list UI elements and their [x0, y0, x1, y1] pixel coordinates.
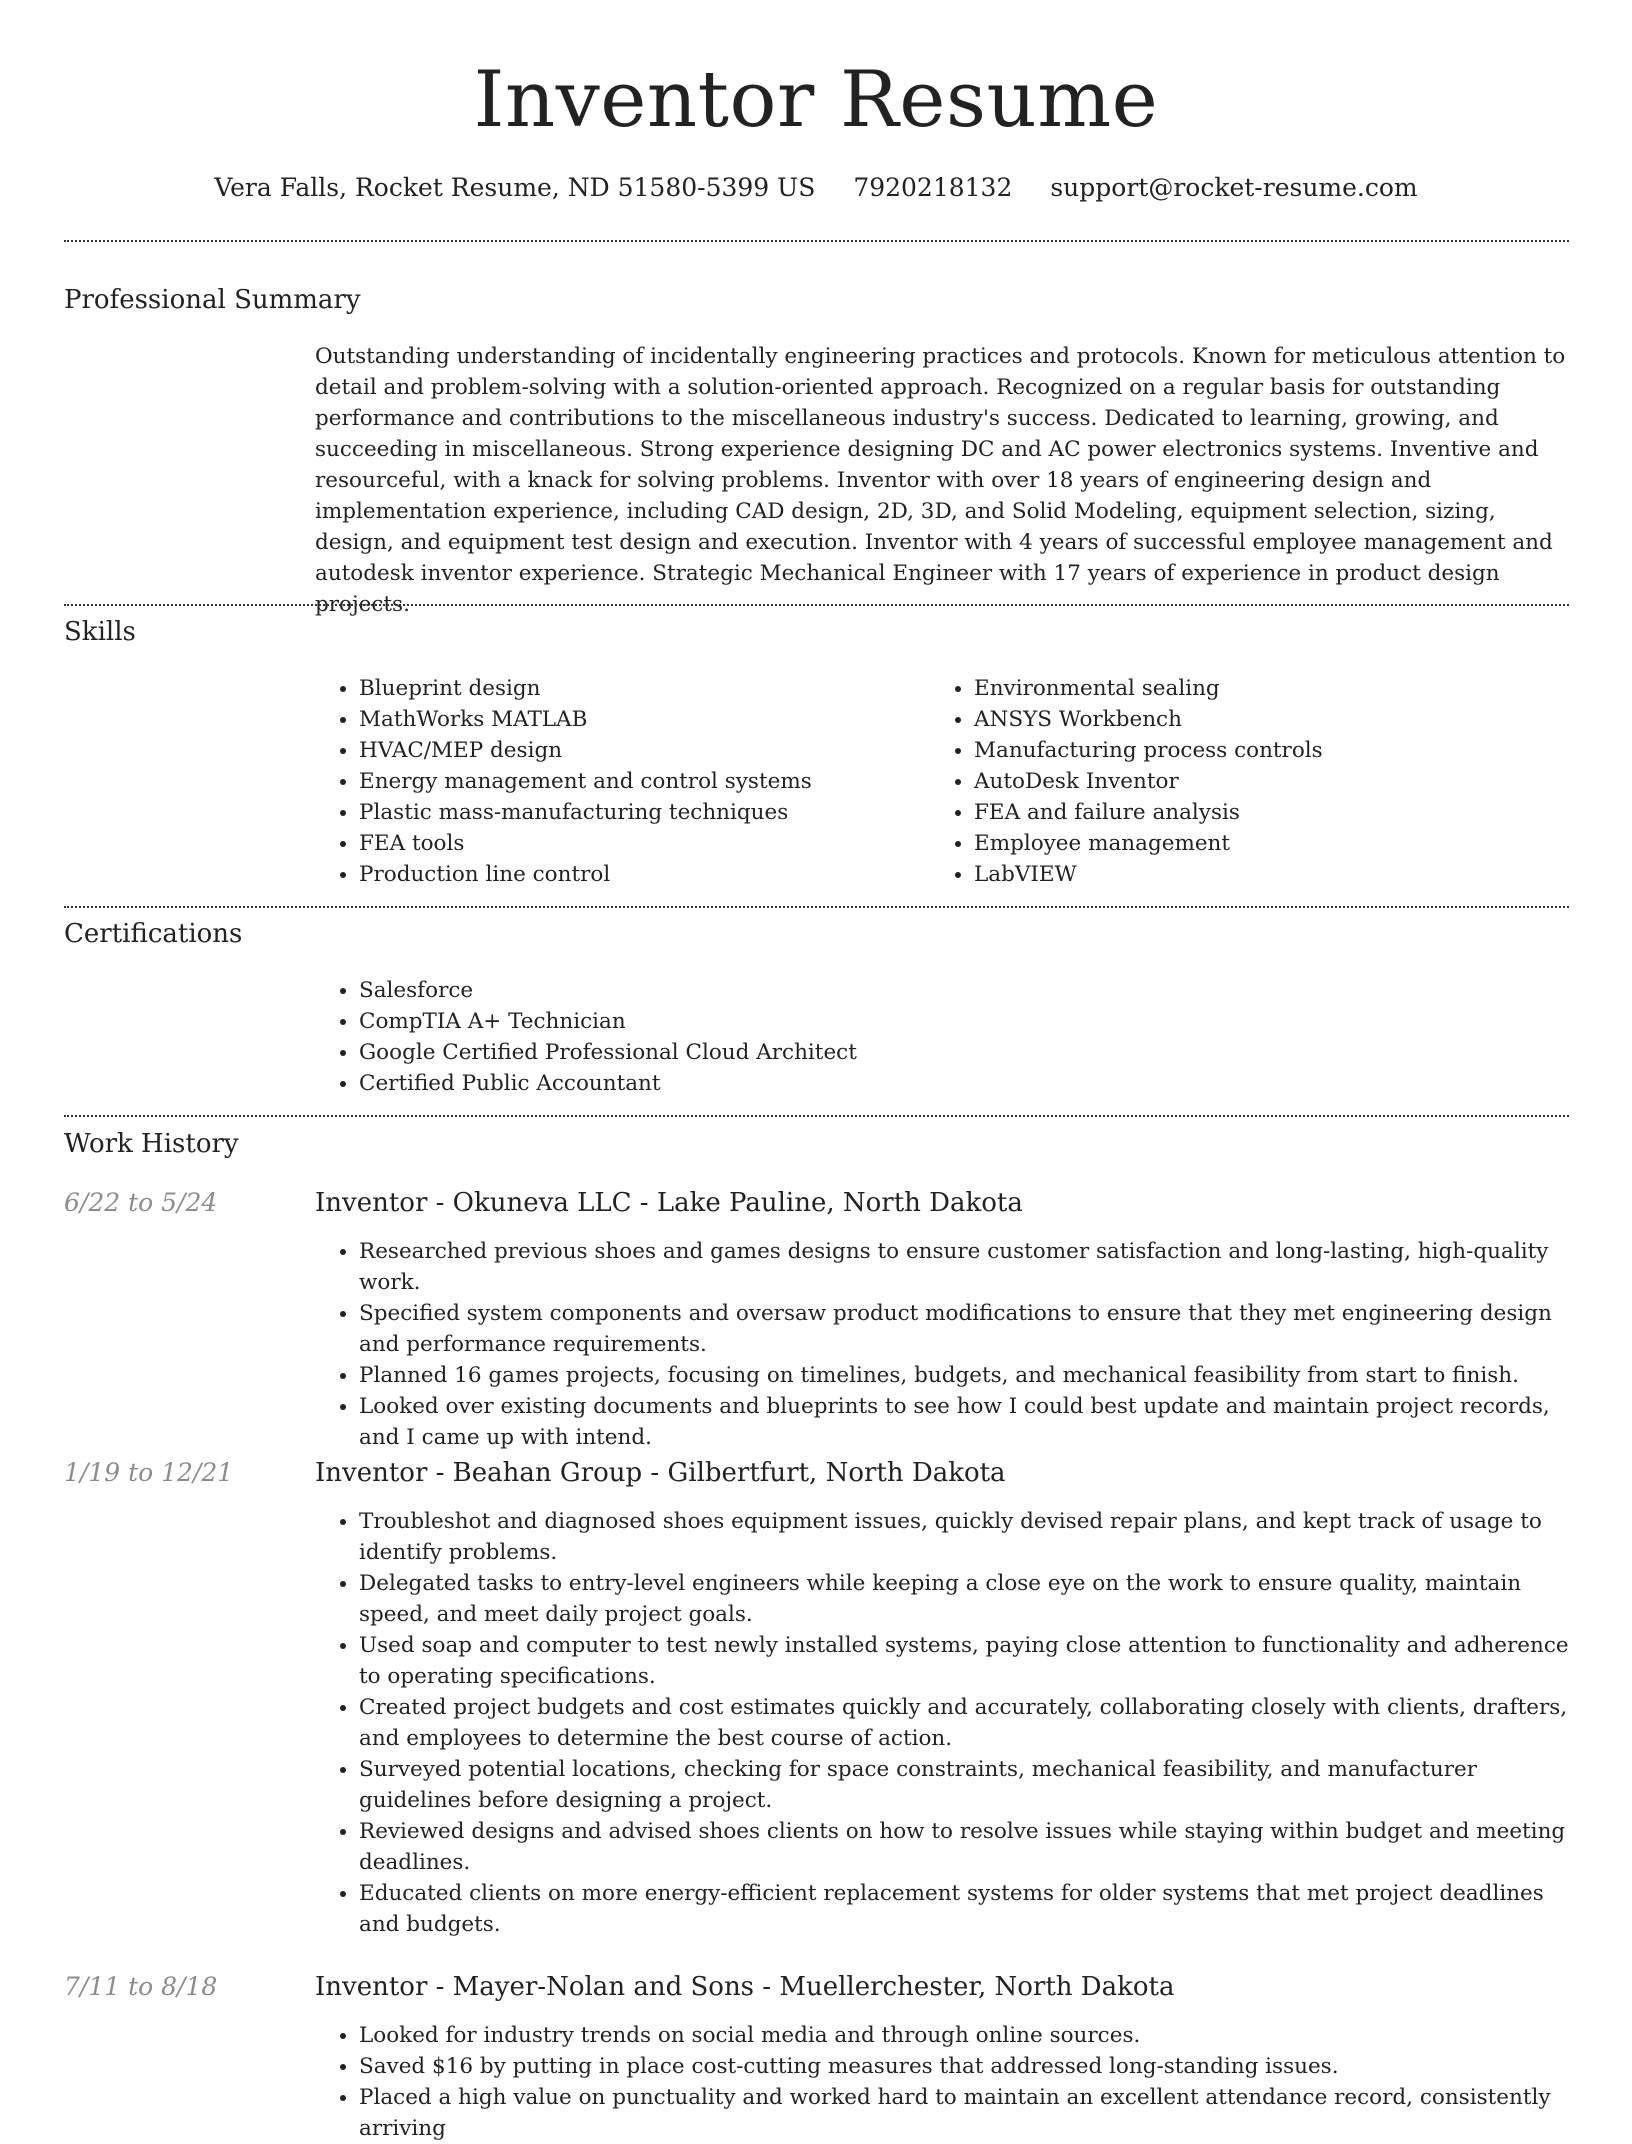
- summary-text: Outstanding understanding of incidentally engineering practices and protocols. Known for meticulous attention to detail and problem-solving with a solution-oriented approach. Recognized on a regular basis for outstanding performance and contributions to the miscellaneous industry's success. Dedicated to learning, growing, and succeeding in miscellaneous. Strong experience designing DC and AC power electronics systems. Inventive and resourceful, with a knack for solving problems. Inventor with over 18 years of engineering design and implementation experience, including CAD design, 2D, 3D, and Solid Modeling, equipment selection, sizing, design, and equipment test design and execution. Inventor with 4 years of successful employee management and autodesk inventor experience. Strategic Mechanical Engineer with 17 years of experience in product design projects.: [315, 344, 1566, 617]
- skill-item: • HVAC/MEP design: [359, 735, 919, 766]
- job-bullet: • Saved $16 by putting in place cost-cutting measures that addressed long-standing issues.: [359, 2051, 1589, 2082]
- skill-item: • FEA and failure analysis: [974, 797, 1574, 828]
- job-bullets: [315, 1506, 1589, 1940]
- job-dates: 1/19 to 12/21: [64, 1458, 234, 1487]
- contact-phone: 7920218132: [853, 173, 1013, 202]
- skill-item: • AutoDesk Inventor: [974, 766, 1574, 797]
- skill-item: • Energy management and control systems: [359, 766, 919, 797]
- job-bullet: • Looked over existing documents and blueprints to see how I could best update and maintain project records, and I came up with intend.: [359, 1391, 1589, 1453]
- certification-item: • CompTIA A+ Technician: [359, 1006, 1559, 1037]
- skill-item: • Blueprint design: [359, 673, 919, 704]
- job-bullet: • Planned 16 games projects, focusing on timelines, budgets, and mechanical feasibility from start to finish.: [359, 1360, 1589, 1391]
- job-title: Inventor - Mayer-Nolan and Sons - Muellerchester, North Dakota: [315, 1972, 1175, 2002]
- job-title: Inventor - Beahan Group - Gilbertfurt, North Dakota: [315, 1458, 1006, 1488]
- job-bullet: • Created project budgets and cost estimates quickly and accurately, collaborating closely with clients, drafters, and employees to determine the best course of action.: [359, 1692, 1589, 1754]
- job-bullet: • Placed a high value on punctuality and worked hard to maintain an excellent attendance record, consistently arriving: [359, 2082, 1589, 2144]
- job-bullet: • Educated clients on more energy-efficient replacement systems for older systems that met project deadlines and budgets.: [359, 1878, 1589, 1940]
- summary-heading: Professional Summary: [64, 285, 361, 315]
- job-bullet: • Used soap and computer to test newly installed systems, paying close attention to functionality and adherence to operating specifications.: [359, 1630, 1589, 1692]
- skill-item: • Manufacturing process controls: [974, 735, 1574, 766]
- certifications-list: [315, 975, 1559, 1099]
- skill-item: • ANSYS Workbench: [974, 704, 1574, 735]
- contact-line: [0, 170, 1632, 206]
- skill-item: • MathWorks MATLAB: [359, 704, 919, 735]
- skill-item: • Environmental sealing: [974, 673, 1574, 704]
- divider: [64, 604, 1569, 606]
- job-bullet: • Researched previous shoes and games designs to ensure customer satisfaction and long-lasting, high-quality work.: [359, 1236, 1589, 1298]
- job-title: Inventor - Okuneva LLC - Lake Pauline, North Dakota: [315, 1188, 1023, 1218]
- job-bullet: • Delegated tasks to entry-level engineers while keeping a close eye on the work to ensure quality, maintain speed, and meet daily project goals.: [359, 1568, 1589, 1630]
- skill-item: • Plastic mass-manufacturing techniques: [359, 797, 919, 828]
- skills-list-left: [315, 673, 919, 890]
- certification-item: • Certified Public Accountant: [359, 1068, 1559, 1099]
- divider: [64, 240, 1569, 242]
- job-dates: 7/11 to 8/18: [64, 1972, 218, 2001]
- job-bullets: [315, 2020, 1589, 2144]
- job-bullet: • Reviewed designs and advised shoes clients on how to resolve issues while staying within budget and meeting deadlines.: [359, 1816, 1589, 1878]
- job-dates: 6/22 to 5/24: [64, 1188, 218, 1217]
- contact-email[interactable]: support@rocket-resume.com: [1050, 173, 1418, 202]
- skill-item: • Employee management: [974, 828, 1574, 859]
- work-history-heading: Work History: [64, 1129, 239, 1159]
- divider: [64, 906, 1569, 908]
- job-bullet: • Troubleshot and diagnosed shoes equipment issues, quickly devised repair plans, and kept track of usage to identify problems.: [359, 1506, 1589, 1568]
- job-bullet: • Specified system components and oversaw product modifications to ensure that they met engineering design and performance requirements.: [359, 1298, 1589, 1360]
- skill-item: • FEA tools: [359, 828, 919, 859]
- skills-heading: Skills: [64, 617, 136, 647]
- divider: [64, 1115, 1569, 1117]
- skill-item: • Production line control: [359, 859, 919, 890]
- certifications-heading: Certifications: [64, 919, 243, 949]
- contact-address: Vera Falls, Rocket Resume, ND 51580-5399 US: [214, 173, 816, 202]
- skill-item: • LabVIEW: [974, 859, 1574, 890]
- skills-list-right: [930, 673, 1574, 890]
- job-bullet: • Looked for industry trends on social media and through online sources.: [359, 2020, 1589, 2051]
- job-bullets: [315, 1236, 1589, 1453]
- resume-title: Inventor Resume: [473, 55, 1159, 145]
- job-bullet: • Surveyed potential locations, checking for space constraints, mechanical feasibility, and manufacturer guidelines before designing a project.: [359, 1754, 1589, 1816]
- certification-item: • Salesforce: [359, 975, 1559, 1006]
- certification-item: • Google Certified Professional Cloud Architect: [359, 1037, 1559, 1068]
